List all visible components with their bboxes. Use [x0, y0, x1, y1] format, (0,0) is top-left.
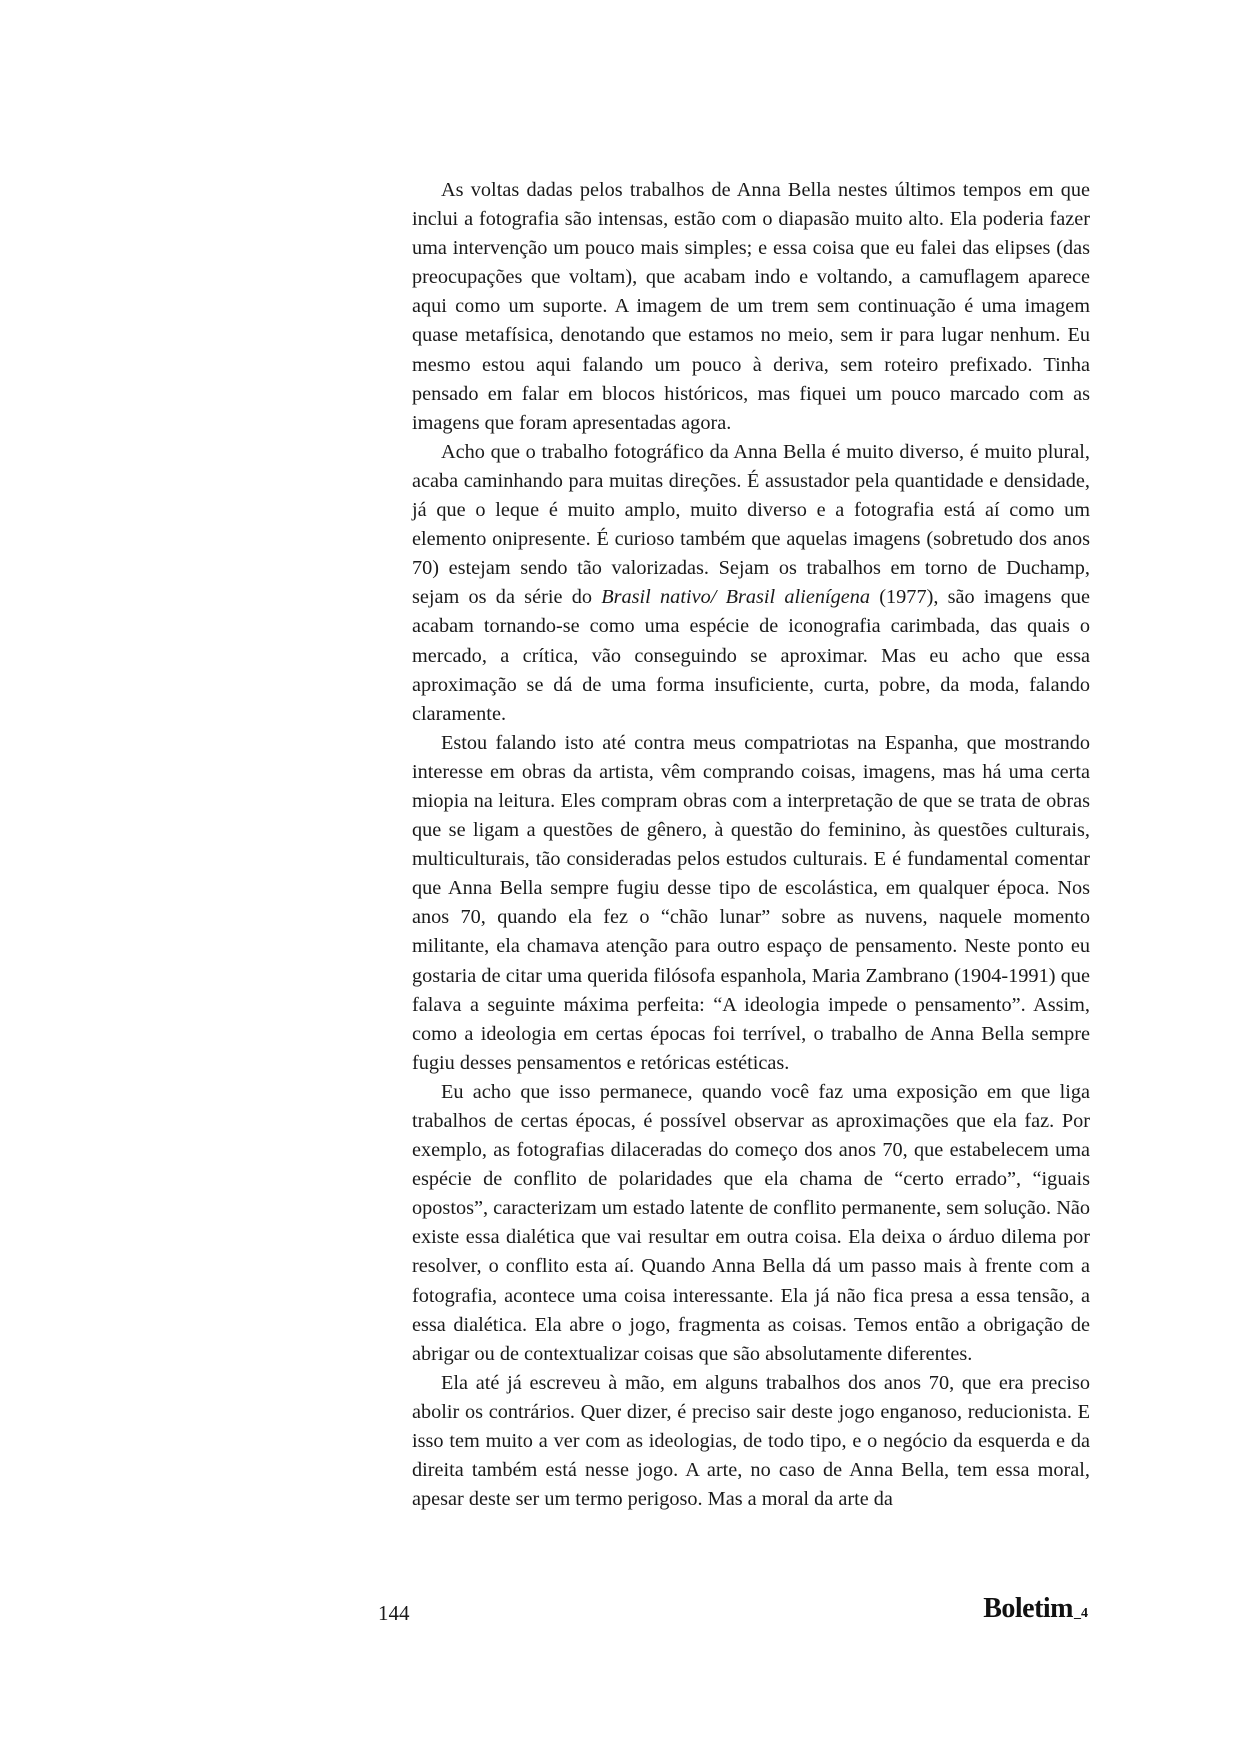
paragraph-2: [412, 438, 1090, 729]
artwork-title-italic: Brasil nativo/ Brasil alienígena: [601, 586, 871, 609]
publication-name: Boletim: [983, 1593, 1073, 1624]
paragraph-4: Eu acho que isso permanece, quando você faz uma exposição em que liga trabalhos de certas épocas, é possível observar as aproximações que ela faz. Por exemplo, as fotografias dilaceradas do começo dos anos 70, que estabelecem uma espécie de conflito de polaridades que ela chama de “certo errado”, “iguais opostos”, caracterizam um estado latente de conflito permanente, sem solução. Não existe essa dialética que vai resultar em outra coisa. Ela deixa o árduo dilema por resolver, o conflito esta aí. Quando Anna Bella dá um passo mais à frente com a fotografia, acontece uma coisa interessante. Ela já não fica presa a essa tensão, a essa dialética. Ela abre o jogo, fragmenta as coisas. Temos então a obrigação de abrigar ou de contextualizar coisas que são absolutamente diferentes.: [412, 1080, 1090, 1365]
paragraph-2-text-end: (1977), são imagens que acabam tornando-se como uma espécie de iconografia carimbada, das quais o mercado, a crítica, vão conseguindo se aproximar. Mas eu acho que essa aproximação se dá de uma forma insuficiente, curta, pobre, da moda, falando claramente.: [412, 586, 1091, 725]
paragraph-1: As voltas dadas pelos trabalhos de Anna Bella nestes últimos tempos em que inclui a fotografia são intensas, estão com o diapasão muito alto. Ela poderia fazer uma intervenção um pouco mais simples; e essa coisa que eu falei das elipses (das preocupações que voltam), que acabam indo e voltando, a camuflagem aparece aqui como um suporte. A imagem de um trem sem continuação é uma imagem quase metafísica, denotando que estamos no meio, sem ir para lugar nenhum. Eu mesmo estou aqui falando um pouco à deriva, sem roteiro prefixado. Tinha pensado em falar em blocos históricos, mas fiquei um pouco marcado com as imagens que foram apresentadas agora.: [412, 179, 1090, 434]
page-number: 144: [378, 1601, 410, 1625]
paragraph-3: Estou falando isto até contra meus compatriotas na Espanha, que mostrando interesse em obras da artista, vêm comprando coisas, imagens, mas há uma certa miopia na leitura. Eles compram obras com a interpretação de que se trata de obras que se ligam a questões de gênero, à questão do feminino, às questões culturais, multiculturais, tão consideradas pelos estudos culturais. E é fundamental comentar que Anna Bella sempre fugiu desse tipo de escolástica, em qualquer época. Nos anos 70, quando ela fez o “chão lunar” sobre as nuvens, naquele momento militante, ela chamava atenção para outro espaço de pensamento. Neste ponto eu gostaria de citar uma querida filósofa espanhola, Maria Zambrano (1904-1991) que falava a seguinte máxima perfeita: “A ideologia impede o pensamento”. Assim, como a ideologia em certas épocas foi terrível, o trabalho de Anna Bella sempre fugiu desses pensamentos e retóricas estéticas.: [412, 731, 1090, 1074]
paragraph-5: Ela até já escreveu à mão, em alguns trabalhos dos anos 70, que era preciso abolir os contrários. Quer dizer, é preciso sair deste jogo enganoso, reducionista. E isso tem muito a ver com as ideologias, de todo tipo, e o negócio da esquerda e da direita também está nesse jogo. A arte, no caso de Anna Bella, tem essa moral, apesar deste ser um termo perigoso. Mas a moral da arte da: [412, 1371, 1090, 1511]
issue-mark: _4: [1074, 1606, 1088, 1621]
paragraph-2-text-start: Acho que o trabalho fotográfico da Anna Bella é muito diverso, é muito plural, acaba caminhando para muitas direções. É assustador pela quantidade e densidade, já que o leque é muito amplo, muito diverso e a fotografia está aí como um elemento onipresente. É curioso também que aquelas imagens (sobretudo dos anos 70) estejam sendo tão valorizadas. Sejam os trabalhos em torno de Duchamp, sejam os da série do: [412, 440, 1090, 609]
article-body: [412, 176, 1090, 1514]
publication-logo: [983, 1592, 1088, 1631]
